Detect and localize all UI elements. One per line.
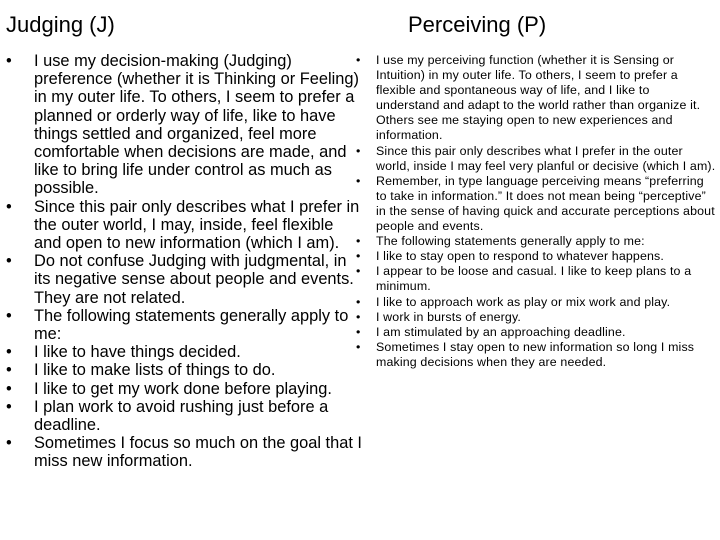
perceiving-item: • I am stimulated by an approaching deadline. <box>376 325 716 340</box>
perceiving-item: • Sometimes I stay open to new information so long I miss making decisions when they are needed. <box>376 340 716 370</box>
judging-item: • I like to make lists of things to do. <box>34 361 364 379</box>
perceiving-item: • The following statements generally apply to me: <box>376 234 716 249</box>
judging-item: • I plan work to avoid rushing just before a deadline. <box>34 398 364 434</box>
judging-item: • I like to get my work done before playing. <box>34 380 364 398</box>
perceiving-list <box>376 53 716 370</box>
perceiving-item: • I appear to be loose and casual. I like to keep plans to a minimum. <box>376 264 716 294</box>
judging-list <box>34 52 364 471</box>
perceiving-item: • I like to approach work as play or mix work and play. <box>376 295 716 310</box>
judging-item: • Do not confuse Judging with judgmental, in its negative sense about people and events. They are not related. <box>34 252 364 307</box>
perceiving-item: • I work in bursts of energy. <box>376 310 716 325</box>
judging-item: • Since this pair only describes what I prefer in the outer world, I may, inside, feel flexible and open to new information (which I am). <box>34 198 364 253</box>
judging-item: • The following statements generally apply to me: <box>34 307 364 343</box>
perceiving-item: • I like to stay open to respond to whatever happens. <box>376 249 716 264</box>
judging-heading: Judging (J) <box>6 12 115 37</box>
judging-item: • I use my decision-making (Judging) preference (whether it is Thinking or Feeling) in my outer life. To others, I seem to prefer a planned or orderly way of life, like to have things settled and organized, feel more comfortable when decisions are made, and like to bring life under control as much as possible. <box>34 52 364 198</box>
perceiving-heading: Perceiving (P) <box>408 12 547 37</box>
judging-item: • Sometimes I focus so much on the goal that I miss new information. <box>34 434 364 470</box>
perceiving-item: • Remember, in type language perceiving means “preferring to take in information.” It does not mean being “perceptive” in the sense of having quick and accurate perceptions about people and events. <box>376 174 716 234</box>
perceiving-item: • Since this pair only describes what I prefer in the outer world, inside I may feel very planful or decisive (which I am). <box>376 144 716 174</box>
judging-item: • I like to have things decided. <box>34 343 364 361</box>
perceiving-item: • I use my perceiving function (whether it is Sensing or Intuition) in my outer life. To others, I seem to prefer a flexible and spontaneous way of life, and I like to understand and adapt to the world rather than organize it. Others see me staying open to new experiences and information. <box>376 53 716 144</box>
